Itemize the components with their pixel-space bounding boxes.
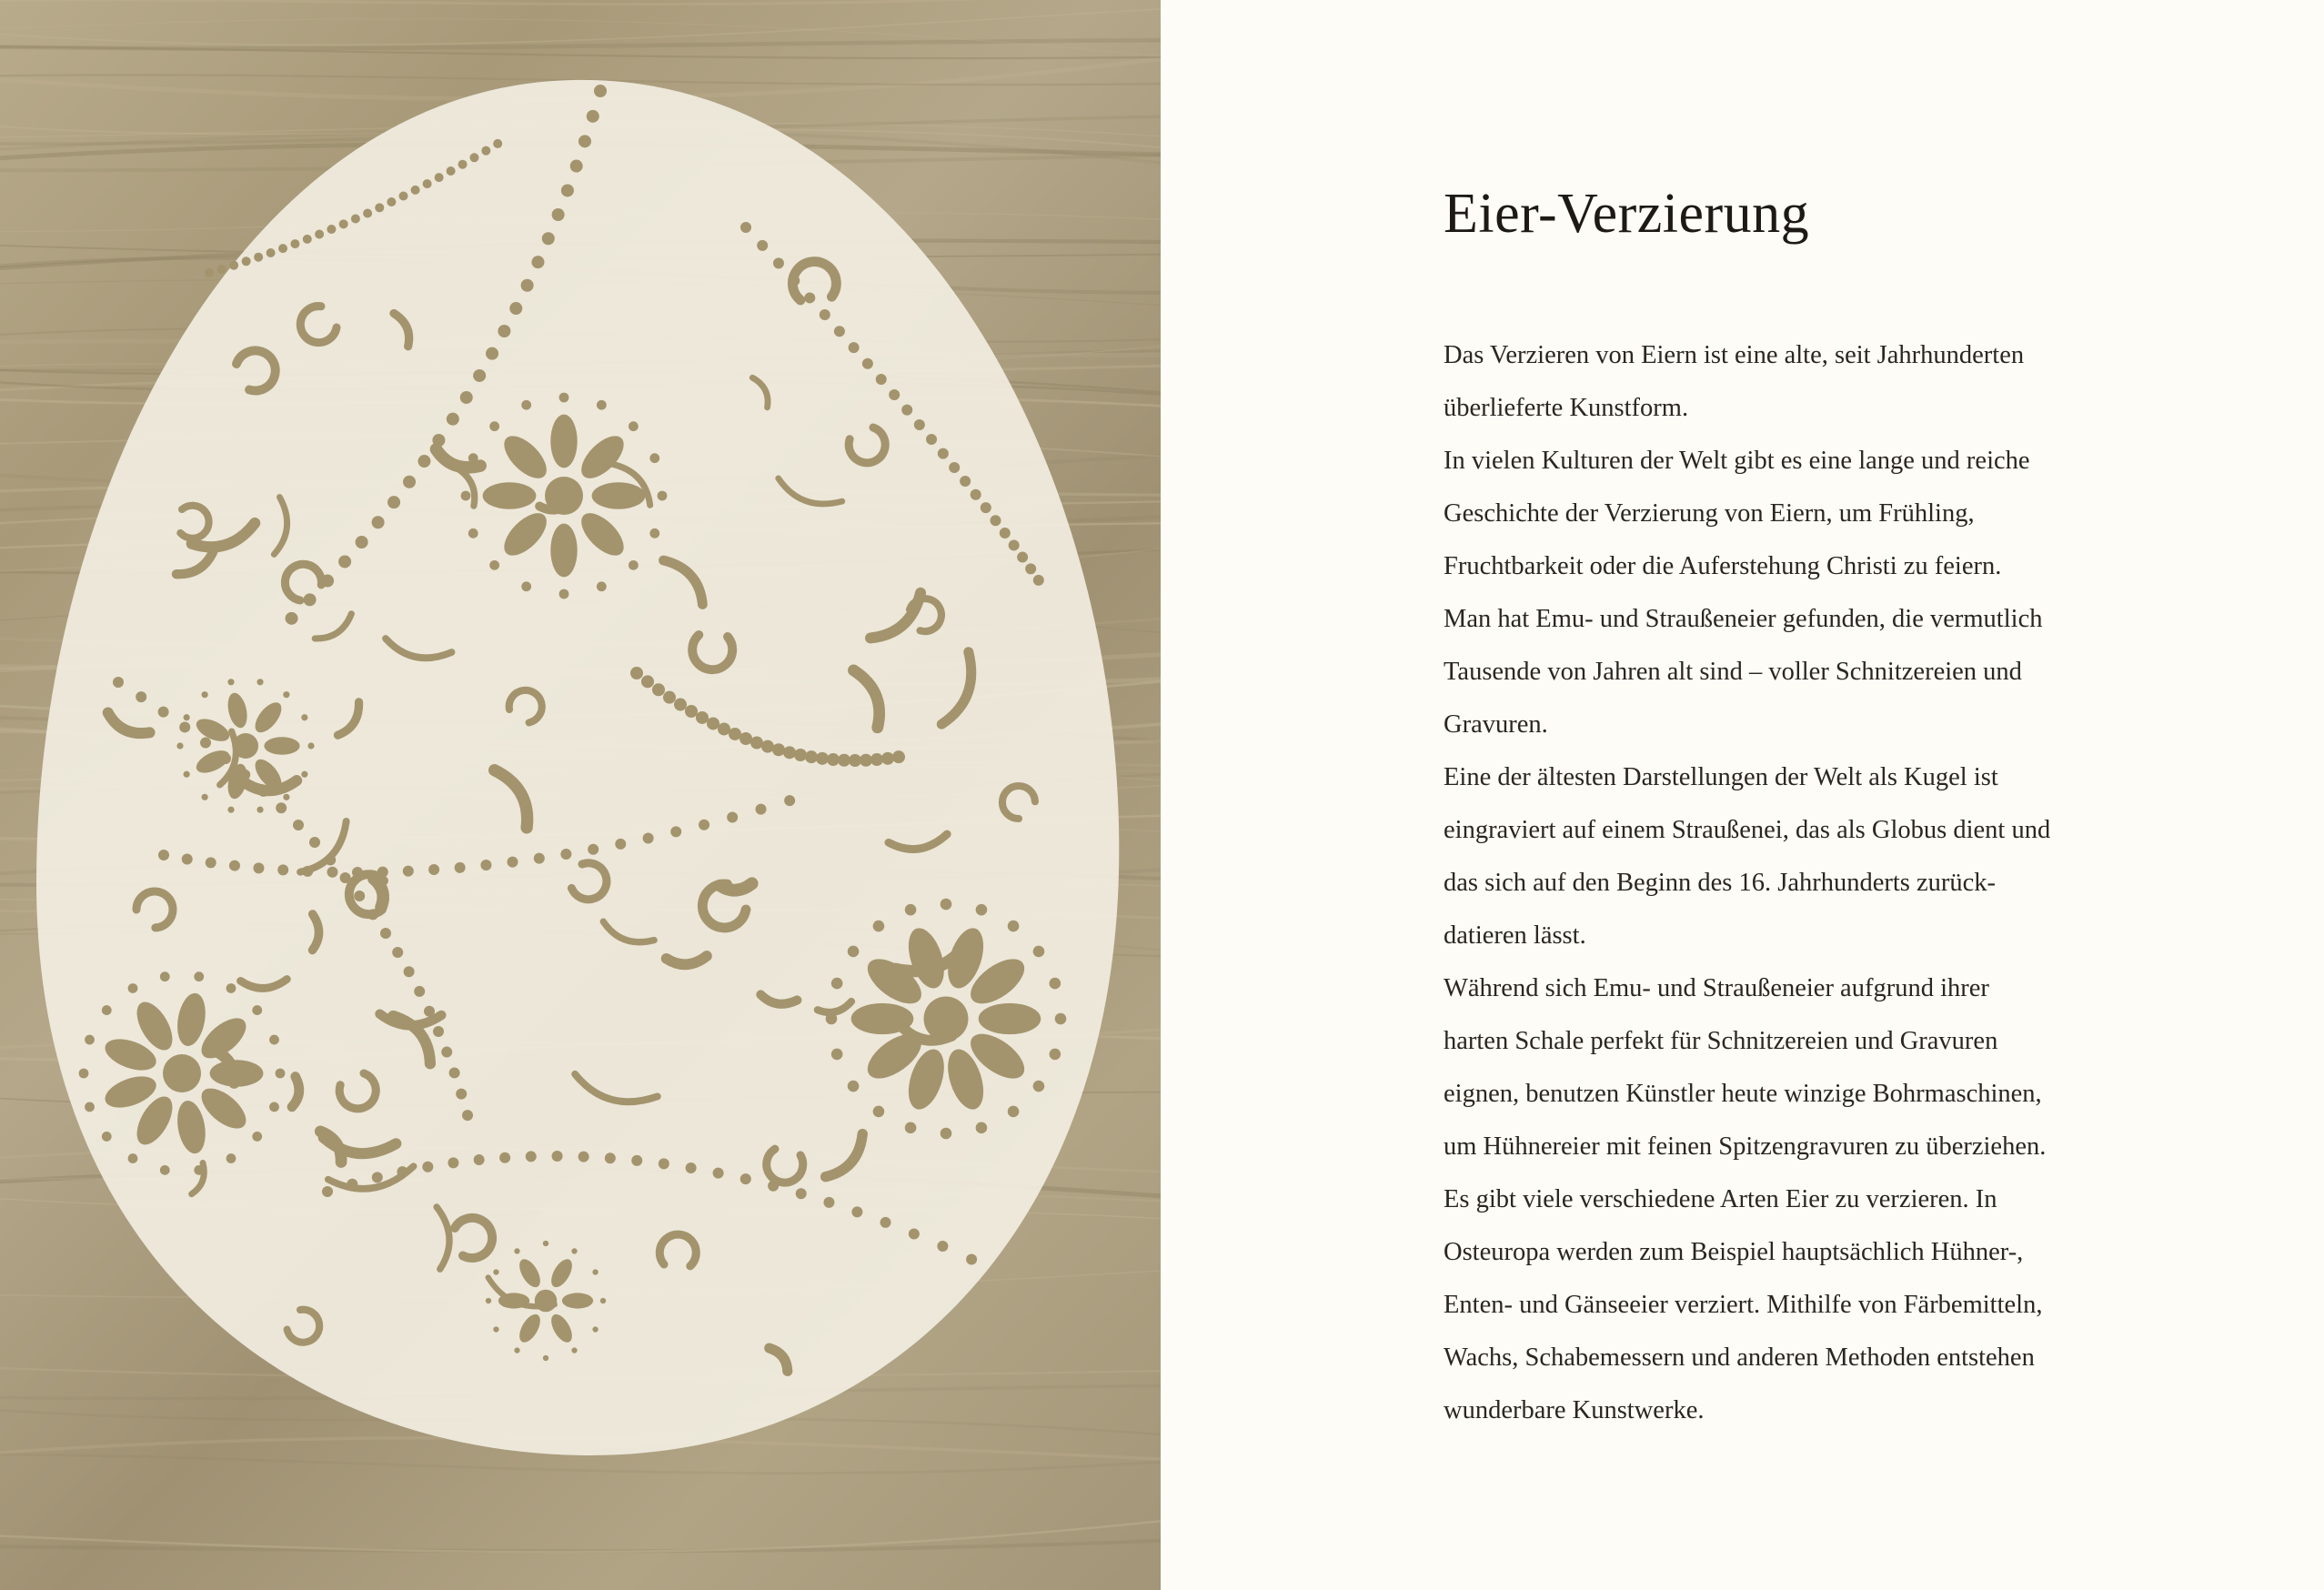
- lace-dot: [831, 978, 843, 990]
- lace-petal: [264, 737, 299, 755]
- lace-dot: [469, 153, 478, 162]
- lace-dot: [1050, 978, 1061, 990]
- lace-dot: [718, 722, 730, 735]
- lace-dot: [696, 711, 709, 724]
- body-text: [1444, 329, 2171, 1437]
- lace-dot: [242, 257, 251, 266]
- lace-dot: [976, 1122, 988, 1134]
- lace-dot: [229, 860, 240, 871]
- lace-dot: [796, 1188, 807, 1199]
- lace-dot: [380, 928, 391, 939]
- lace-dot: [670, 826, 681, 837]
- lace-dot: [804, 292, 815, 303]
- text-line: Während sich Emu- und Straußeneier aufgrund ihrer: [1444, 974, 1989, 1002]
- wood-grain-line: [0, 1454, 1161, 1474]
- lace-dot: [217, 265, 226, 274]
- lace-dot: [307, 742, 314, 749]
- lace-dot: [526, 1151, 537, 1162]
- lace-dot: [447, 413, 459, 426]
- lace-dot: [257, 807, 263, 813]
- lace-dot: [658, 491, 668, 501]
- lace-dot: [278, 244, 287, 253]
- lace-petal: [979, 1003, 1041, 1034]
- lace-dot: [184, 771, 190, 778]
- lace-dot: [838, 754, 850, 767]
- lace-petal: [550, 415, 577, 468]
- lace-dot: [315, 230, 324, 239]
- lace-dot: [659, 1158, 669, 1169]
- lace-dot: [649, 453, 659, 463]
- lace-dot: [991, 515, 1001, 526]
- lace-dot: [375, 203, 384, 212]
- lace-dot: [418, 455, 430, 468]
- lace-dot: [652, 683, 665, 696]
- lace-dot: [414, 986, 425, 997]
- lace-dot: [740, 1173, 751, 1184]
- lace-dot: [707, 717, 719, 730]
- lace-dot: [976, 904, 988, 916]
- wood-grain-line: [0, 46, 1161, 58]
- lace-dot: [507, 857, 518, 868]
- lace-dot: [860, 754, 872, 767]
- lace-dot: [727, 811, 738, 822]
- lace-dot: [252, 1132, 262, 1142]
- lace-petal: [483, 482, 537, 508]
- lace-dot: [543, 1241, 548, 1246]
- lace-dot: [136, 691, 146, 702]
- lace-dot: [202, 794, 208, 800]
- lace-dot: [938, 448, 949, 459]
- text-line: datieren lässt.: [1444, 921, 1586, 950]
- lace-dot: [630, 667, 643, 679]
- lace-dot: [226, 1153, 236, 1163]
- text-line: eignen, benutzen Künstler heute winzige Bohrmaschinen,: [1444, 1080, 2042, 1108]
- lace-dot: [543, 1355, 548, 1361]
- lace-dot: [631, 1155, 642, 1166]
- lace-dot: [254, 253, 263, 262]
- lace-dot: [600, 1298, 606, 1303]
- lace-dot: [269, 1035, 279, 1045]
- lace-dot: [474, 1154, 485, 1165]
- lace-dot: [339, 219, 348, 228]
- lace-dot: [102, 1132, 112, 1142]
- lace-dot: [338, 555, 351, 568]
- text-line: Fruchtbarkeit oder die Auferstehung Christi zu feiern.: [1444, 552, 2002, 580]
- lace-dot: [498, 325, 510, 337]
- lace-dot: [1033, 946, 1045, 958]
- lace-dot: [79, 1069, 89, 1079]
- lace-dot: [784, 795, 795, 806]
- lace-dot: [1050, 1049, 1061, 1061]
- lace-dot: [404, 966, 415, 977]
- lace-dot: [521, 400, 531, 410]
- lace-dot: [592, 1269, 598, 1274]
- lace-dot: [435, 173, 444, 182]
- lace-dot: [158, 707, 169, 718]
- lace-dot: [827, 753, 840, 766]
- lace-dot: [981, 502, 991, 513]
- lace-dot: [455, 862, 466, 873]
- lace-dot: [447, 166, 456, 176]
- lace-dot: [905, 1122, 917, 1134]
- text-line: überlieferte Kunstform.: [1444, 394, 1689, 422]
- text-line: In vielen Kulturen der Welt gibt es eine lange und reiche: [1444, 447, 2030, 475]
- lace-dot: [750, 737, 763, 750]
- text-page: [1161, 0, 2324, 1590]
- lace-dot: [411, 186, 420, 195]
- lace-dot: [303, 235, 312, 244]
- lace-dot: [160, 971, 170, 981]
- lace-dot: [468, 528, 478, 538]
- lace-dot: [257, 679, 263, 685]
- lace-dot: [873, 1106, 885, 1118]
- lace-dot: [605, 1152, 616, 1163]
- lace-dot: [851, 1206, 862, 1217]
- lace-dot: [499, 1152, 510, 1163]
- lace-dot: [301, 714, 307, 720]
- text-line: Enten- und Gänseeier verziert. Mithilfe von Färbemitteln,: [1444, 1291, 2043, 1319]
- text-line: Man hat Emu- und Straußeneier gefunden, die vermutlich: [1444, 605, 2043, 633]
- text-line: harten Schale perfekt für Schnitzereien und Gravuren: [1444, 1027, 1998, 1055]
- text-line: Osteuropa werden zum Beispiel hauptsächlich Hühner-,: [1444, 1238, 2024, 1266]
- lace-dot: [561, 184, 574, 196]
- lace-dot: [757, 240, 768, 251]
- lace-dot: [220, 753, 231, 764]
- lace-dot: [226, 983, 236, 993]
- lace-dot: [206, 857, 216, 868]
- lace-dot: [597, 581, 607, 591]
- lace-dot: [571, 1347, 577, 1353]
- lace-dot: [403, 866, 414, 877]
- lace-petal: [550, 524, 577, 578]
- lace-dot: [686, 1162, 697, 1173]
- lace-dot: [873, 921, 885, 932]
- lace-dot: [85, 1035, 95, 1045]
- lace-dot: [267, 248, 276, 257]
- lace-dot: [552, 208, 565, 221]
- lace-dot: [128, 983, 138, 993]
- lace-dot: [481, 146, 490, 156]
- page-title: Eier-Verzierung: [1444, 183, 1810, 245]
- lace-dot: [570, 160, 583, 173]
- lace-dot: [578, 135, 591, 147]
- decorated-egg-illustration: [0, 0, 1161, 1590]
- lace-dot: [327, 867, 337, 878]
- lace-dot: [740, 222, 751, 233]
- lace-dot: [509, 302, 522, 315]
- lace-dot: [354, 891, 365, 901]
- lace-dot: [304, 593, 317, 606]
- lace-dot: [489, 421, 499, 431]
- lace-dot: [227, 679, 234, 685]
- lace-dot: [179, 721, 190, 732]
- lace-dot: [892, 750, 905, 763]
- lace-dot: [229, 261, 238, 270]
- lace-dot: [629, 560, 639, 570]
- lace-dot: [937, 1241, 948, 1252]
- lace-dot: [571, 1248, 577, 1253]
- lace-dot: [327, 225, 336, 234]
- lace-dot: [756, 804, 767, 815]
- lace-dot: [597, 400, 607, 410]
- lace-dot: [1033, 575, 1044, 586]
- lace-dot: [909, 1228, 920, 1239]
- lace-dot: [559, 393, 569, 403]
- lace-dot: [392, 947, 403, 958]
- lace-dot: [849, 342, 860, 353]
- lace-dot: [587, 110, 599, 123]
- lace-dot: [663, 691, 676, 704]
- lace-dot: [486, 1298, 491, 1303]
- lace-dot: [128, 1153, 138, 1163]
- lace-dot: [820, 309, 830, 320]
- lace-dot: [480, 860, 491, 870]
- lace-dot: [449, 1067, 460, 1078]
- lace-dot: [441, 1047, 452, 1058]
- lace-dot: [926, 434, 937, 445]
- lace-dot: [880, 1217, 891, 1228]
- lace-dot: [773, 257, 784, 268]
- lace-dot: [363, 208, 372, 217]
- lace-dot: [971, 489, 981, 500]
- lace-dot: [227, 807, 234, 813]
- lace-dot: [615, 839, 626, 850]
- lace-dot: [387, 197, 396, 206]
- lace-dot: [794, 749, 807, 761]
- lace-dot: [160, 1165, 170, 1175]
- lace-dot: [473, 369, 486, 382]
- lace-dot: [372, 516, 385, 528]
- lace-dot: [831, 1049, 843, 1061]
- lace-dot: [293, 820, 304, 830]
- lace-dot: [184, 714, 190, 720]
- lace-dot: [269, 1102, 279, 1112]
- lace-petal: [592, 482, 646, 508]
- lace-dot: [253, 862, 264, 873]
- lace-dot: [862, 358, 873, 369]
- lace-dot: [202, 691, 208, 698]
- text-line: Wachs, Schabemessern und anderen Methoden entstehen: [1444, 1343, 2035, 1372]
- lace-dot: [905, 904, 917, 916]
- lace-dot: [356, 536, 368, 548]
- lace-dot: [592, 1326, 598, 1332]
- lace-dot: [176, 742, 183, 749]
- lace-dot: [422, 1162, 433, 1172]
- lace-dot: [158, 850, 169, 860]
- lace-dot: [493, 139, 502, 148]
- lace-dot: [286, 612, 298, 625]
- lace-dot: [588, 844, 599, 855]
- lace-dot: [1009, 539, 1020, 550]
- lace-dot: [1017, 552, 1028, 563]
- lace-dot: [783, 746, 796, 759]
- text-line: Gravuren.: [1444, 710, 1548, 739]
- lace-dot: [163, 1054, 201, 1092]
- lace-dot: [674, 699, 687, 711]
- lace-dot: [85, 1102, 95, 1112]
- lace-dot: [493, 1326, 498, 1332]
- lace-dot: [1008, 1106, 1020, 1118]
- lace-dot: [433, 1026, 444, 1037]
- lace-dot: [182, 853, 193, 864]
- lace-dot: [901, 405, 912, 416]
- lace-dot: [423, 179, 432, 188]
- text-line: das sich auf den Beginn des 16. Jahrhunderts zurück-: [1444, 869, 1997, 897]
- lace-dot: [643, 832, 654, 843]
- lace-dot: [849, 754, 861, 767]
- lace-dot: [322, 1186, 333, 1197]
- lace-dot: [113, 677, 124, 688]
- lace-dot: [560, 849, 571, 860]
- lace-dot: [531, 256, 544, 268]
- lace-dot: [200, 738, 211, 749]
- lace-dot: [372, 1172, 383, 1182]
- lace-dot: [685, 705, 698, 718]
- lace-dot: [889, 389, 900, 400]
- lace-dot: [816, 752, 829, 765]
- text-line: Es gibt viele verschiedene Arten Eier zu verzieren. In: [1444, 1185, 1997, 1213]
- lace-dot: [277, 864, 288, 875]
- lace-dot: [834, 326, 845, 337]
- lace-dot: [428, 864, 439, 875]
- illustration-page: [0, 0, 1161, 1590]
- lace-dot: [941, 1128, 952, 1140]
- lace-dot: [460, 391, 473, 404]
- lace-dot: [699, 820, 709, 830]
- lace-dot: [521, 581, 531, 591]
- lace-dot: [559, 589, 569, 599]
- lace-dot: [739, 732, 752, 745]
- lace-dot: [493, 1269, 498, 1274]
- lace-dot: [276, 1069, 286, 1079]
- lace-dot: [966, 1253, 977, 1264]
- lace-dot: [649, 528, 659, 538]
- lace-dot: [534, 853, 545, 864]
- lace-dot: [960, 476, 971, 487]
- lace-dot: [1008, 921, 1020, 932]
- lace-dot: [514, 1248, 519, 1253]
- lace-dot: [351, 214, 360, 223]
- lace-dot: [941, 899, 952, 911]
- lace-dot: [283, 691, 289, 698]
- lace-dot: [629, 421, 639, 431]
- wood-grain-line: [0, 0, 1161, 5]
- lace-dot: [578, 1152, 589, 1162]
- lace-dot: [542, 232, 555, 245]
- lace-dot: [387, 496, 400, 508]
- lace-dot: [641, 675, 654, 688]
- text-line: Tausende von Jahren alt sind – voller Schnitzereien und: [1444, 658, 2022, 686]
- lace-dot: [489, 560, 499, 570]
- lace-dot: [456, 1089, 467, 1100]
- lace-dot: [594, 85, 607, 97]
- lace-dot: [881, 752, 894, 765]
- lace-dot: [399, 192, 408, 201]
- lace-dot: [448, 1157, 458, 1168]
- lace-dot: [205, 268, 214, 277]
- lace-egg: [36, 80, 1119, 1455]
- lace-dot: [876, 374, 887, 385]
- text-line: um Hühnereier mit feinen Spitzengravuren zu überziehen.: [1444, 1132, 2047, 1161]
- lace-dot: [461, 491, 471, 501]
- text-line: Das Verzieren von Eiern ist eine alte, seit Jahrhunderten: [1444, 341, 2025, 369]
- lace-dot: [552, 1151, 563, 1162]
- lace-dot: [309, 837, 320, 848]
- lace-dot: [870, 753, 883, 766]
- lace-petal: [562, 1293, 593, 1308]
- lace-dot: [403, 476, 416, 488]
- lace-dot: [102, 1005, 112, 1015]
- lace-dot: [848, 1081, 860, 1092]
- lace-dot: [713, 1168, 724, 1179]
- lace-dot: [276, 802, 287, 813]
- lace-dot: [194, 971, 204, 981]
- lace-dot: [462, 1110, 473, 1121]
- lace-dot: [729, 728, 741, 740]
- lace-stroke: [720, 883, 752, 890]
- lace-dot: [521, 279, 534, 292]
- text-line: eingraviert auf einem Straußenei, das als Globus dient und: [1444, 816, 2051, 844]
- lace-dot: [761, 740, 774, 753]
- lace-dot: [1033, 1081, 1045, 1092]
- lace-dot: [252, 1005, 262, 1015]
- text-line: wunderbare Kunstwerke.: [1444, 1396, 1705, 1424]
- lace-dot: [458, 160, 468, 169]
- lace-dot: [1025, 563, 1036, 574]
- lace-dot: [486, 347, 498, 360]
- text-line: Eine der ältesten Darstellungen der Welt als Kugel ist: [1444, 763, 1998, 791]
- lace-dot: [1055, 1013, 1067, 1025]
- lace-dot: [514, 1347, 519, 1353]
- lace-dot: [949, 462, 960, 473]
- lace-dot: [772, 743, 785, 756]
- lace-dot: [1000, 528, 1011, 538]
- lace-dot: [805, 750, 818, 763]
- lace-dot: [914, 419, 925, 430]
- lace-dot: [283, 794, 289, 800]
- lace-dot: [823, 1197, 834, 1208]
- lace-dot: [301, 771, 307, 778]
- lace-dot: [848, 946, 860, 958]
- lace-dot: [290, 239, 299, 248]
- text-line: Geschichte der Verzierung von Eiern, um Frühling,: [1444, 499, 1975, 528]
